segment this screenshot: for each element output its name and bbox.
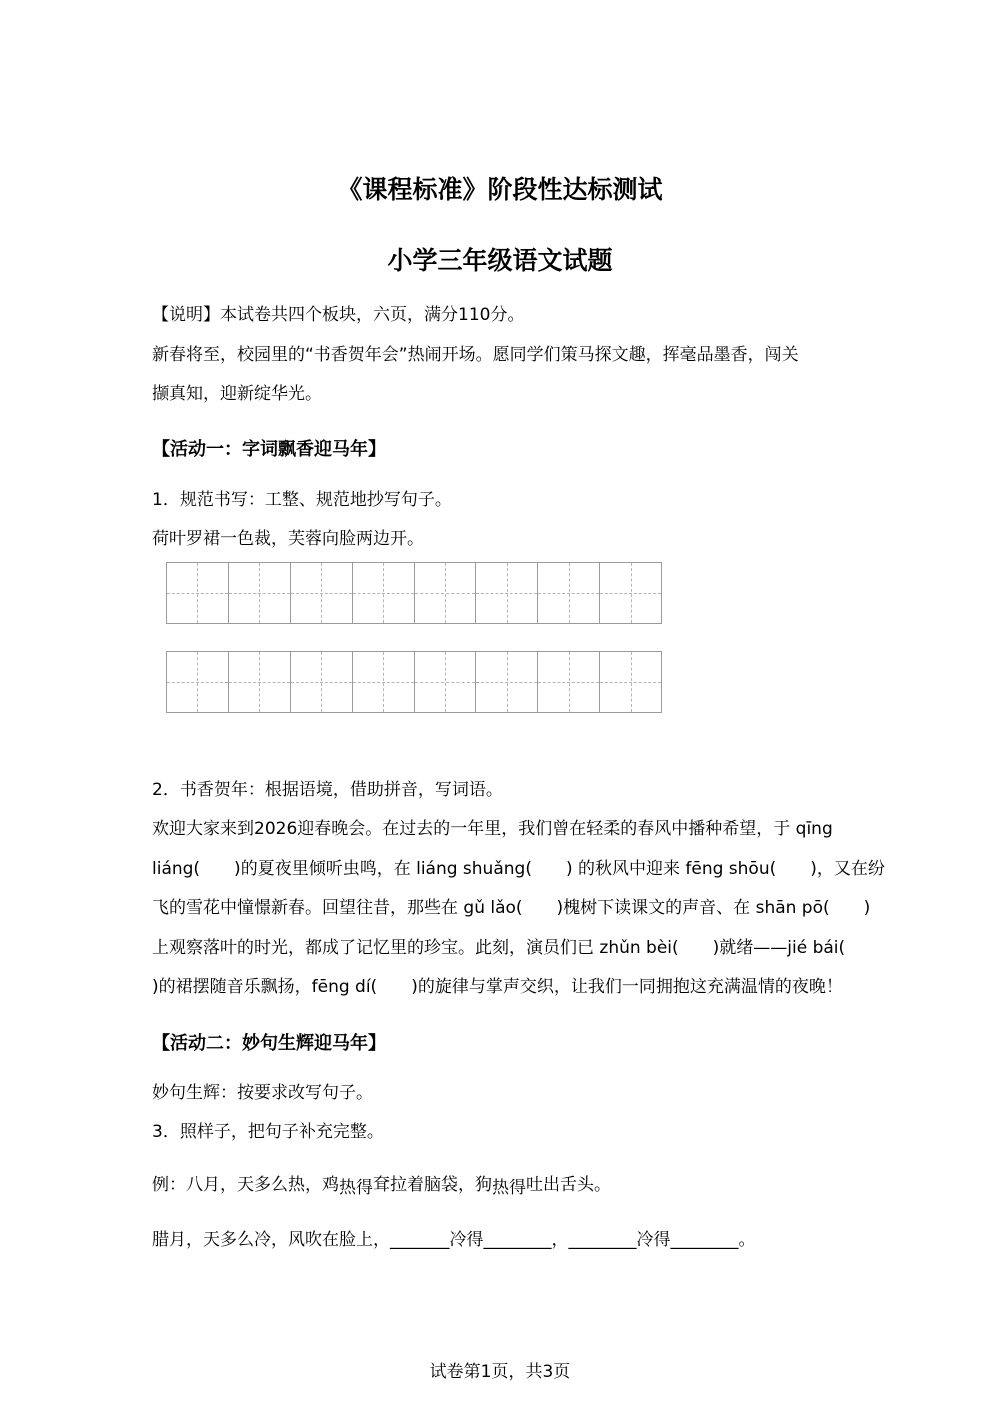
writing-cell[interactable] bbox=[600, 563, 662, 624]
writing-cell[interactable] bbox=[476, 563, 538, 624]
question-2-line-4: 上观察落叶的时光，都成了记忆里的珍宝。此刻，演员们已 zhǔn bèi( )就绪——jié bái( bbox=[152, 938, 846, 958]
example-part-c: 吐出舌头。 bbox=[526, 1175, 611, 1195]
activity-2-heading: 【活动二：妙句生辉迎马年】 bbox=[152, 1033, 386, 1054]
page-footer: 试卷第1页，共3页 bbox=[429, 1362, 571, 1382]
example-sub-1: 热得 bbox=[339, 1178, 373, 1198]
writing-cell[interactable] bbox=[167, 563, 229, 624]
writing-cell[interactable] bbox=[476, 652, 538, 713]
question-2-line-2: liáng( )的夏夜里倾听虫鸣，在 liáng shuǎng( ) 的秋风中迎来 fēng shōu( )，又在纷 bbox=[152, 859, 885, 879]
writing-cell[interactable] bbox=[167, 652, 229, 713]
writing-cell[interactable] bbox=[538, 563, 600, 624]
fill-in-sentence[interactable]: 腊月，天多么冷，风吹在脸上，_______冷得________，________冷得________。 bbox=[152, 1230, 756, 1250]
intro-line-2: 撷真知，迎新绽华光。 bbox=[152, 384, 322, 404]
writing-cell[interactable] bbox=[538, 652, 600, 713]
writing-cell[interactable] bbox=[290, 652, 352, 713]
example-sentence bbox=[152, 1175, 611, 1198]
question-2-label: 2．书香贺年：根据语境，借助拼音，写词语。 bbox=[152, 780, 503, 800]
writing-cell[interactable] bbox=[414, 652, 476, 713]
writing-grid-row-1[interactable] bbox=[166, 562, 662, 624]
question-2-line-1: 欢迎大家来到2026迎春晚会。在过去的一年里，我们曾在轻柔的春风中播种希望，于 qīng bbox=[152, 819, 833, 839]
example-sub-2: 热得 bbox=[492, 1178, 526, 1198]
exam-title: 《课程标准》阶段性达标测试 bbox=[337, 175, 663, 204]
example-part-b: 耷拉着脑袋，狗 bbox=[373, 1175, 492, 1195]
writing-cell[interactable] bbox=[228, 652, 290, 713]
writing-cell[interactable] bbox=[352, 652, 414, 713]
writing-grid-row-2[interactable] bbox=[166, 651, 662, 713]
question-1-sentence: 荷叶罗裙一色裁，芙蓉向脸两边开。 bbox=[152, 529, 424, 549]
question-2-line-3: 飞的雪花中憧憬新春。回望往昔，那些在 gǔ lǎo( )槐树下读课文的声音、在 shān pō( ) bbox=[152, 898, 871, 918]
intro-line-1: 新春将至，校园里的“书香贺年会”热闹开场。愿同学们策马探文趣，挥毫品墨香，闯关 bbox=[152, 345, 799, 365]
question-3-label: 3．照样子，把句子补充完整。 bbox=[152, 1122, 384, 1142]
activity-2-intro: 妙句生辉：按要求改写句子。 bbox=[152, 1083, 373, 1103]
example-part-a: 例：八月，天多么热，鸡 bbox=[152, 1175, 339, 1195]
writing-cell[interactable] bbox=[414, 563, 476, 624]
writing-cell[interactable] bbox=[228, 563, 290, 624]
writing-cell[interactable] bbox=[352, 563, 414, 624]
question-2-line-5: )的裙摆随音乐飘扬，fēng dí( )的旋律与掌声交织，让我们一同拥抱这充满温情的夜晚！ bbox=[152, 977, 843, 997]
activity-1-heading: 【活动一：字词飘香迎马年】 bbox=[152, 439, 386, 460]
question-1-label: 1．规范书写：工整、规范地抄写句子。 bbox=[152, 490, 452, 510]
writing-cell[interactable] bbox=[290, 563, 352, 624]
writing-cell[interactable] bbox=[600, 652, 662, 713]
exam-subtitle: 小学三年级语文试题 bbox=[387, 246, 613, 275]
instructions-note: 【说明】本试卷共四个板块，六页，满分110分。 bbox=[152, 305, 525, 325]
